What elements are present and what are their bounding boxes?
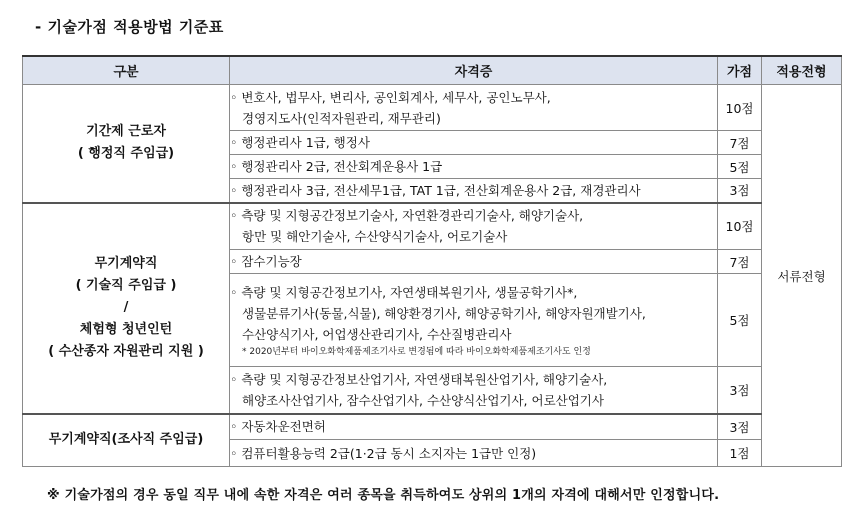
points-cell: 7점 bbox=[718, 250, 762, 274]
cert-footnote: * 2020년부터 바이오화학제품제조기사로 변경됨에 따라 바이오화학제품제조기사도 인정 bbox=[242, 346, 591, 357]
cert-line: 경영지도사(인적자원관리, 재무관리) bbox=[242, 110, 441, 126]
group-separator: / bbox=[123, 300, 129, 315]
cert-line: ◦ 자동차운전면허 bbox=[230, 419, 326, 435]
cert-line: ◦ 측량 및 지형공간정보산업기사, 자연생태복원산업기사, 해양기술사, bbox=[230, 371, 608, 387]
cert-line: ◦ 잠수기능장 bbox=[230, 254, 302, 269]
method-cell: 서류전형 bbox=[762, 85, 842, 467]
header-method: 적용전형 bbox=[762, 56, 842, 85]
points-cell: 5점 bbox=[718, 155, 762, 179]
points-cell: 7점 bbox=[718, 131, 762, 155]
table-row bbox=[23, 203, 842, 250]
cert-line: 항만 및 해안기술사, 수산양식기술사, 어로기술사 bbox=[242, 229, 508, 245]
cert-cell bbox=[230, 131, 718, 155]
cert-cell bbox=[230, 367, 718, 414]
group-permanent-technical bbox=[23, 203, 230, 414]
points-cell: 5점 bbox=[718, 274, 762, 367]
cert-line: ◦ 변호사, 법무사, 변리사, 공인회계사, 세무사, 공인노무사, bbox=[230, 89, 551, 105]
cert-cell bbox=[230, 85, 718, 131]
group-label: 무기계약직 bbox=[94, 256, 158, 271]
cert-cell bbox=[230, 440, 718, 467]
cert-cell bbox=[230, 274, 718, 367]
group-permanent-survey bbox=[23, 414, 230, 467]
group-label: 기간제 근로자 bbox=[86, 124, 166, 140]
cert-line: 생물분류기사(동물,식물), 해양환경기사, 해양공학기사, 해양자원개발기사, bbox=[242, 305, 646, 321]
header-row bbox=[23, 56, 842, 85]
header-certificate: 자격증 bbox=[230, 56, 718, 85]
cert-cell bbox=[230, 179, 718, 203]
cert-line: ◦ 행정관리사 2급, 전산회계운용사 1급 bbox=[230, 159, 443, 174]
group-label: 무기계약직(조사직 주임급) bbox=[48, 432, 204, 448]
cert-line: ◦ 측량 및 지형공간정보기사, 자연생태복원기사, 생물공학기사*, bbox=[230, 284, 578, 300]
table-row bbox=[23, 414, 842, 440]
cert-cell bbox=[230, 203, 718, 250]
cert-line: ◦ 측량 및 지형공간정보기술사, 자연환경관리기술사, 해양기술사, bbox=[230, 208, 584, 224]
table-row bbox=[23, 85, 842, 131]
cert-line: ◦ 컴퓨터활용능력 2급(1·2급 동시 소지자는 1급만 인정) bbox=[230, 445, 537, 461]
points-cell: 3점 bbox=[718, 367, 762, 414]
points-cell: 3점 bbox=[718, 179, 762, 203]
group-sublabel: ( 수산종자 자원관리 지원 ) bbox=[48, 344, 204, 359]
cert-line: ◦ 행정관리사 3급, 전산세무1급, TAT 1급, 전산회계운용사 2급, 재경관리사 bbox=[230, 182, 641, 198]
page-heading: - 기술가점 적용방법 기준표 bbox=[35, 18, 224, 36]
cert-cell bbox=[230, 414, 718, 440]
cert-line: ◦ 행정관리사 1급, 행정사 bbox=[230, 135, 370, 150]
group-sublabel: ( 기술직 주임급 ) bbox=[75, 278, 177, 293]
points-cell: 10점 bbox=[718, 203, 762, 250]
cert-cell bbox=[230, 155, 718, 179]
group-sublabel: ( 행정직 주임급) bbox=[77, 146, 175, 162]
group-label: 체험형 청년인턴 bbox=[79, 322, 173, 337]
points-cell: 1점 bbox=[718, 440, 762, 467]
header-points: 가점 bbox=[718, 56, 762, 85]
cert-line: 수산양식기사, 어업생산관리기사, 수산질병관리사 bbox=[242, 326, 512, 342]
group-temporary-admin bbox=[23, 85, 230, 203]
table-footnote: ※ 기술가점의 경우 동일 직무 내에 속한 자격은 여러 종목을 취득하여도 상위의 1개의 자격에 대해서만 인정합니다. bbox=[47, 488, 720, 503]
points-cell: 3점 bbox=[718, 414, 762, 440]
header-category: 구분 bbox=[23, 56, 230, 85]
cert-cell bbox=[230, 250, 718, 274]
points-cell: 10점 bbox=[718, 85, 762, 131]
cert-line: 해양조사산업기사, 잠수산업기사, 수산양식산업기사, 어로산업기사 bbox=[242, 392, 604, 408]
bonus-points-table bbox=[22, 55, 842, 467]
